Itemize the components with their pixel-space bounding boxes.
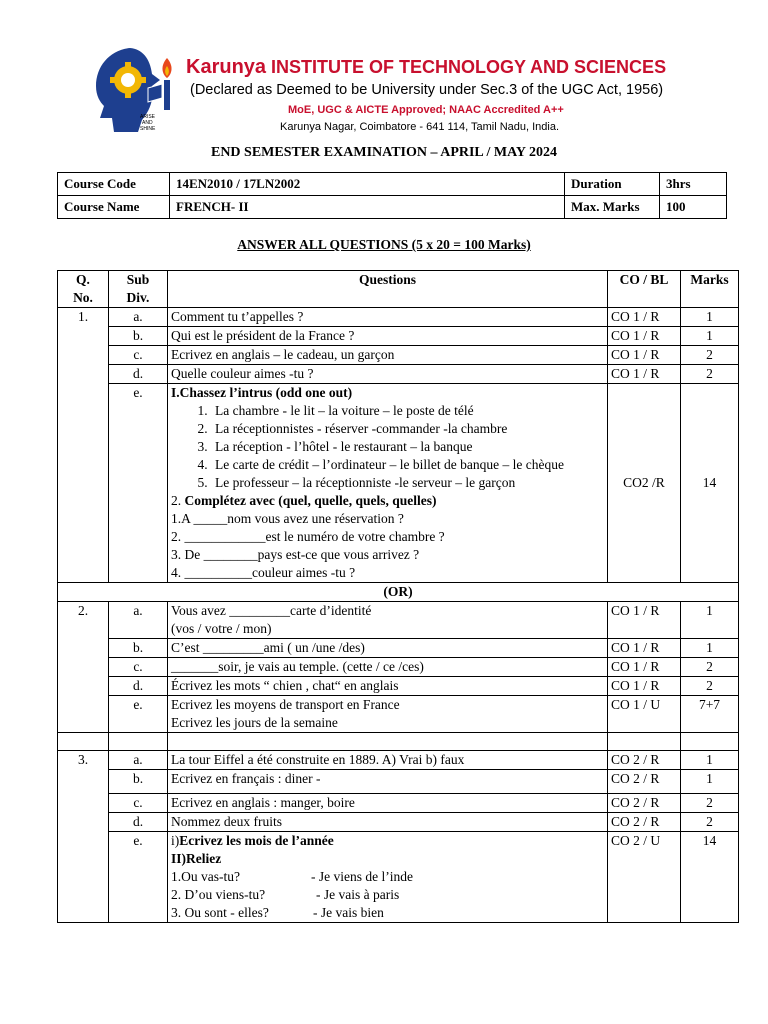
- table-row: [58, 365, 739, 384]
- co-bl: CO 2 / R: [608, 770, 681, 794]
- section-title: i)Ecrivez les mois de l’année: [171, 833, 334, 848]
- question-text: _______soir, je vais au temple. (cette / ce /ces): [168, 658, 608, 677]
- question-text: [168, 696, 608, 733]
- list-item: 3. La réception - l’hôtel - le restaurant – la banque: [211, 438, 604, 456]
- question-text: [168, 384, 608, 583]
- marks: 14: [681, 384, 739, 583]
- sub-division: d.: [109, 677, 168, 696]
- sub-division: c.: [109, 794, 168, 813]
- question-text: Qui est le président de la France ?: [168, 327, 608, 346]
- sub-division: a.: [109, 602, 168, 639]
- match-pair: 1.Ou vas-tu? - Je viens de l’inde: [171, 869, 413, 884]
- co-bl: CO 2 / R: [608, 794, 681, 813]
- question-text: Quelle couleur aimes -tu ?: [168, 365, 608, 384]
- co-bl: CO 1 / R: [608, 346, 681, 365]
- sub-division: b.: [109, 770, 168, 794]
- table-row: [58, 832, 739, 923]
- co-bl: CO2 /R: [608, 384, 681, 583]
- list-item: 4. __________couleur aimes -tu ?: [171, 565, 356, 580]
- or-row: [58, 583, 739, 602]
- question-text: Ecrivez en anglais : manger, boire: [168, 794, 608, 813]
- exam-title: END SEMESTER EXAMINATION – APRIL / MAY 2024: [210, 145, 558, 160]
- answer-all-heading: ANSWER ALL QUESTIONS (5 x 20 = 100 Marks): [237, 237, 531, 252]
- table-row: [58, 327, 739, 346]
- marks: 1: [681, 770, 739, 794]
- table-header-row: [58, 271, 739, 308]
- question-text: Nommez deux fruits: [168, 813, 608, 832]
- list-item: 1. La chambre - le lit – la voiture – le poste de télé: [211, 402, 604, 420]
- institute-header: [90, 40, 710, 140]
- sub-division: d.: [109, 813, 168, 832]
- table-row: [58, 696, 739, 733]
- course-code-label: Course Code: [58, 173, 170, 196]
- declared-line: (Declared as Deemed to be University under Sec.3 of the UGC Act, 1956): [190, 82, 664, 98]
- table-row: [58, 658, 739, 677]
- or-label: (OR): [58, 583, 739, 602]
- question-number: 3.: [58, 751, 109, 923]
- table-row: [58, 770, 739, 794]
- table-row: [58, 813, 739, 832]
- header-qno: Q. No.: [58, 271, 109, 308]
- list-item: 2. La réceptionnistes - réserver -commander -la chambre: [211, 420, 604, 438]
- header-questions: Questions: [168, 271, 608, 308]
- question-text: [168, 832, 608, 923]
- table-row: [58, 602, 739, 639]
- logo-motto: ARISE: [140, 114, 156, 120]
- header-marks: Marks: [681, 271, 739, 308]
- sub-division: b.: [109, 639, 168, 658]
- question-line: (vos / votre / mon): [171, 621, 272, 636]
- course-name-label: Course Name: [58, 196, 170, 219]
- sub-division: e.: [109, 384, 168, 583]
- marks: 2: [681, 365, 739, 384]
- duration-label: Duration: [565, 173, 660, 196]
- marks: 1: [681, 308, 739, 327]
- sub-division: e.: [109, 696, 168, 733]
- table-row: [58, 794, 739, 813]
- question-number: 1.: [58, 308, 109, 583]
- co-bl: CO 1 / R: [608, 308, 681, 327]
- institute-name: INSTITUTE OF TECHNOLOGY AND SCIENCES: [271, 57, 667, 77]
- approval-line: MoE, UGC & AICTE Approved; NAAC Accredited A++: [288, 104, 564, 116]
- address-line: Karunya Nagar, Coimbatore - 641 114, Tamil Nadu, India.: [280, 121, 560, 133]
- match-pair: 3. Ou sont - elles? - Je vais bien: [171, 905, 384, 920]
- co-bl: CO 1 / U: [608, 696, 681, 733]
- max-marks-value: 100: [660, 196, 727, 219]
- co-bl: CO 1 / R: [608, 327, 681, 346]
- co-bl: CO 1 / R: [608, 602, 681, 639]
- table-row: [58, 751, 739, 770]
- duration-value: 3hrs: [660, 173, 727, 196]
- table-row: [58, 308, 739, 327]
- co-bl: CO 2 / R: [608, 813, 681, 832]
- list-item: 1.A _____nom vous avez une réservation ?: [171, 511, 404, 526]
- table-row: [58, 639, 739, 658]
- marks: 1: [681, 751, 739, 770]
- question-text: Comment tu t’appelles ?: [168, 308, 608, 327]
- marks: 2: [681, 658, 739, 677]
- marks: 2: [681, 346, 739, 365]
- svg-text:SHINE: SHINE: [140, 126, 156, 132]
- co-bl: CO 2 / U: [608, 832, 681, 923]
- spacer-row: [58, 733, 739, 751]
- course-info-table: [57, 172, 727, 219]
- sub-division: e.: [109, 832, 168, 923]
- header-co-bl: CO / BL: [608, 271, 681, 308]
- sub-division: b.: [109, 327, 168, 346]
- course-code-value: 14EN2010 / 17LN2002: [170, 173, 565, 196]
- section-title: I.Chassez l’intrus (odd one out): [171, 385, 353, 400]
- co-bl: CO 1 / R: [608, 365, 681, 384]
- header-subdiv: Sub Div.: [109, 271, 168, 308]
- list-item: 5. Le professeur – la réceptionniste -le serveur – le garçon: [211, 474, 604, 492]
- list-item: 2. ____________est le numéro de votre chambre ?: [171, 529, 445, 544]
- question-text: C’est _________ami ( un /une /des): [168, 639, 608, 658]
- institute-title: [186, 56, 666, 79]
- question-text: Ecrivez en anglais – le cadeau, un garçon: [168, 346, 608, 365]
- marks: 1: [681, 639, 739, 658]
- marks: 2: [681, 677, 739, 696]
- sub-division: c.: [109, 658, 168, 677]
- section-title: II)Reliez: [171, 851, 222, 866]
- co-bl: CO 1 / R: [608, 639, 681, 658]
- odd-one-out-list: [171, 402, 604, 492]
- sub-division: d.: [109, 365, 168, 384]
- karunya-logo: [90, 40, 190, 140]
- table-row: [58, 384, 739, 583]
- question-text: Ecrivez en français : diner -: [168, 770, 608, 794]
- question-number: 2.: [58, 602, 109, 733]
- marks: 14: [681, 832, 739, 923]
- sub-division: a.: [109, 308, 168, 327]
- max-marks-label: Max. Marks: [565, 196, 660, 219]
- table-row: [58, 346, 739, 365]
- sub-division: a.: [109, 751, 168, 770]
- co-bl: CO 1 / R: [608, 658, 681, 677]
- course-row-name: [58, 196, 727, 219]
- marks: 2: [681, 794, 739, 813]
- marks: 2: [681, 813, 739, 832]
- co-bl: CO 1 / R: [608, 677, 681, 696]
- question-line: Vous avez _________carte d’identité: [171, 603, 372, 618]
- sub-division: c.: [109, 346, 168, 365]
- course-name-value: FRENCH- II: [170, 196, 565, 219]
- brand-name: Karunya: [186, 56, 267, 78]
- table-row: [58, 677, 739, 696]
- question-text: Écrivez les mots “ chien , chat“ en anglais: [168, 677, 608, 696]
- question-text: La tour Eiffel a été construite en 1889. A) Vrai b) faux: [168, 751, 608, 770]
- co-bl: CO 2 / R: [608, 751, 681, 770]
- list-item: 4. Le carte de crédit – l’ordinateur – le billet de banque – le chèque: [211, 456, 604, 474]
- match-pair: 2. D’ou viens-tu? - Je vais à paris: [171, 887, 400, 902]
- list-item: 3. De ________pays est-ce que vous arrivez ?: [171, 547, 420, 562]
- marks: 1: [681, 327, 739, 346]
- marks: 7+7: [681, 696, 739, 733]
- question-line: Ecrivez les moyens de transport en France: [171, 697, 400, 712]
- section-title: 2. Complétez avec (quel, quelle, quels, quelles): [171, 493, 437, 508]
- question-line: Ecrivez les jours de la semaine: [171, 715, 338, 730]
- course-row-code: [58, 173, 727, 196]
- marks: 1: [681, 602, 739, 639]
- svg-text:AND: AND: [142, 120, 153, 126]
- questions-table: [57, 270, 739, 923]
- question-text: [168, 602, 608, 639]
